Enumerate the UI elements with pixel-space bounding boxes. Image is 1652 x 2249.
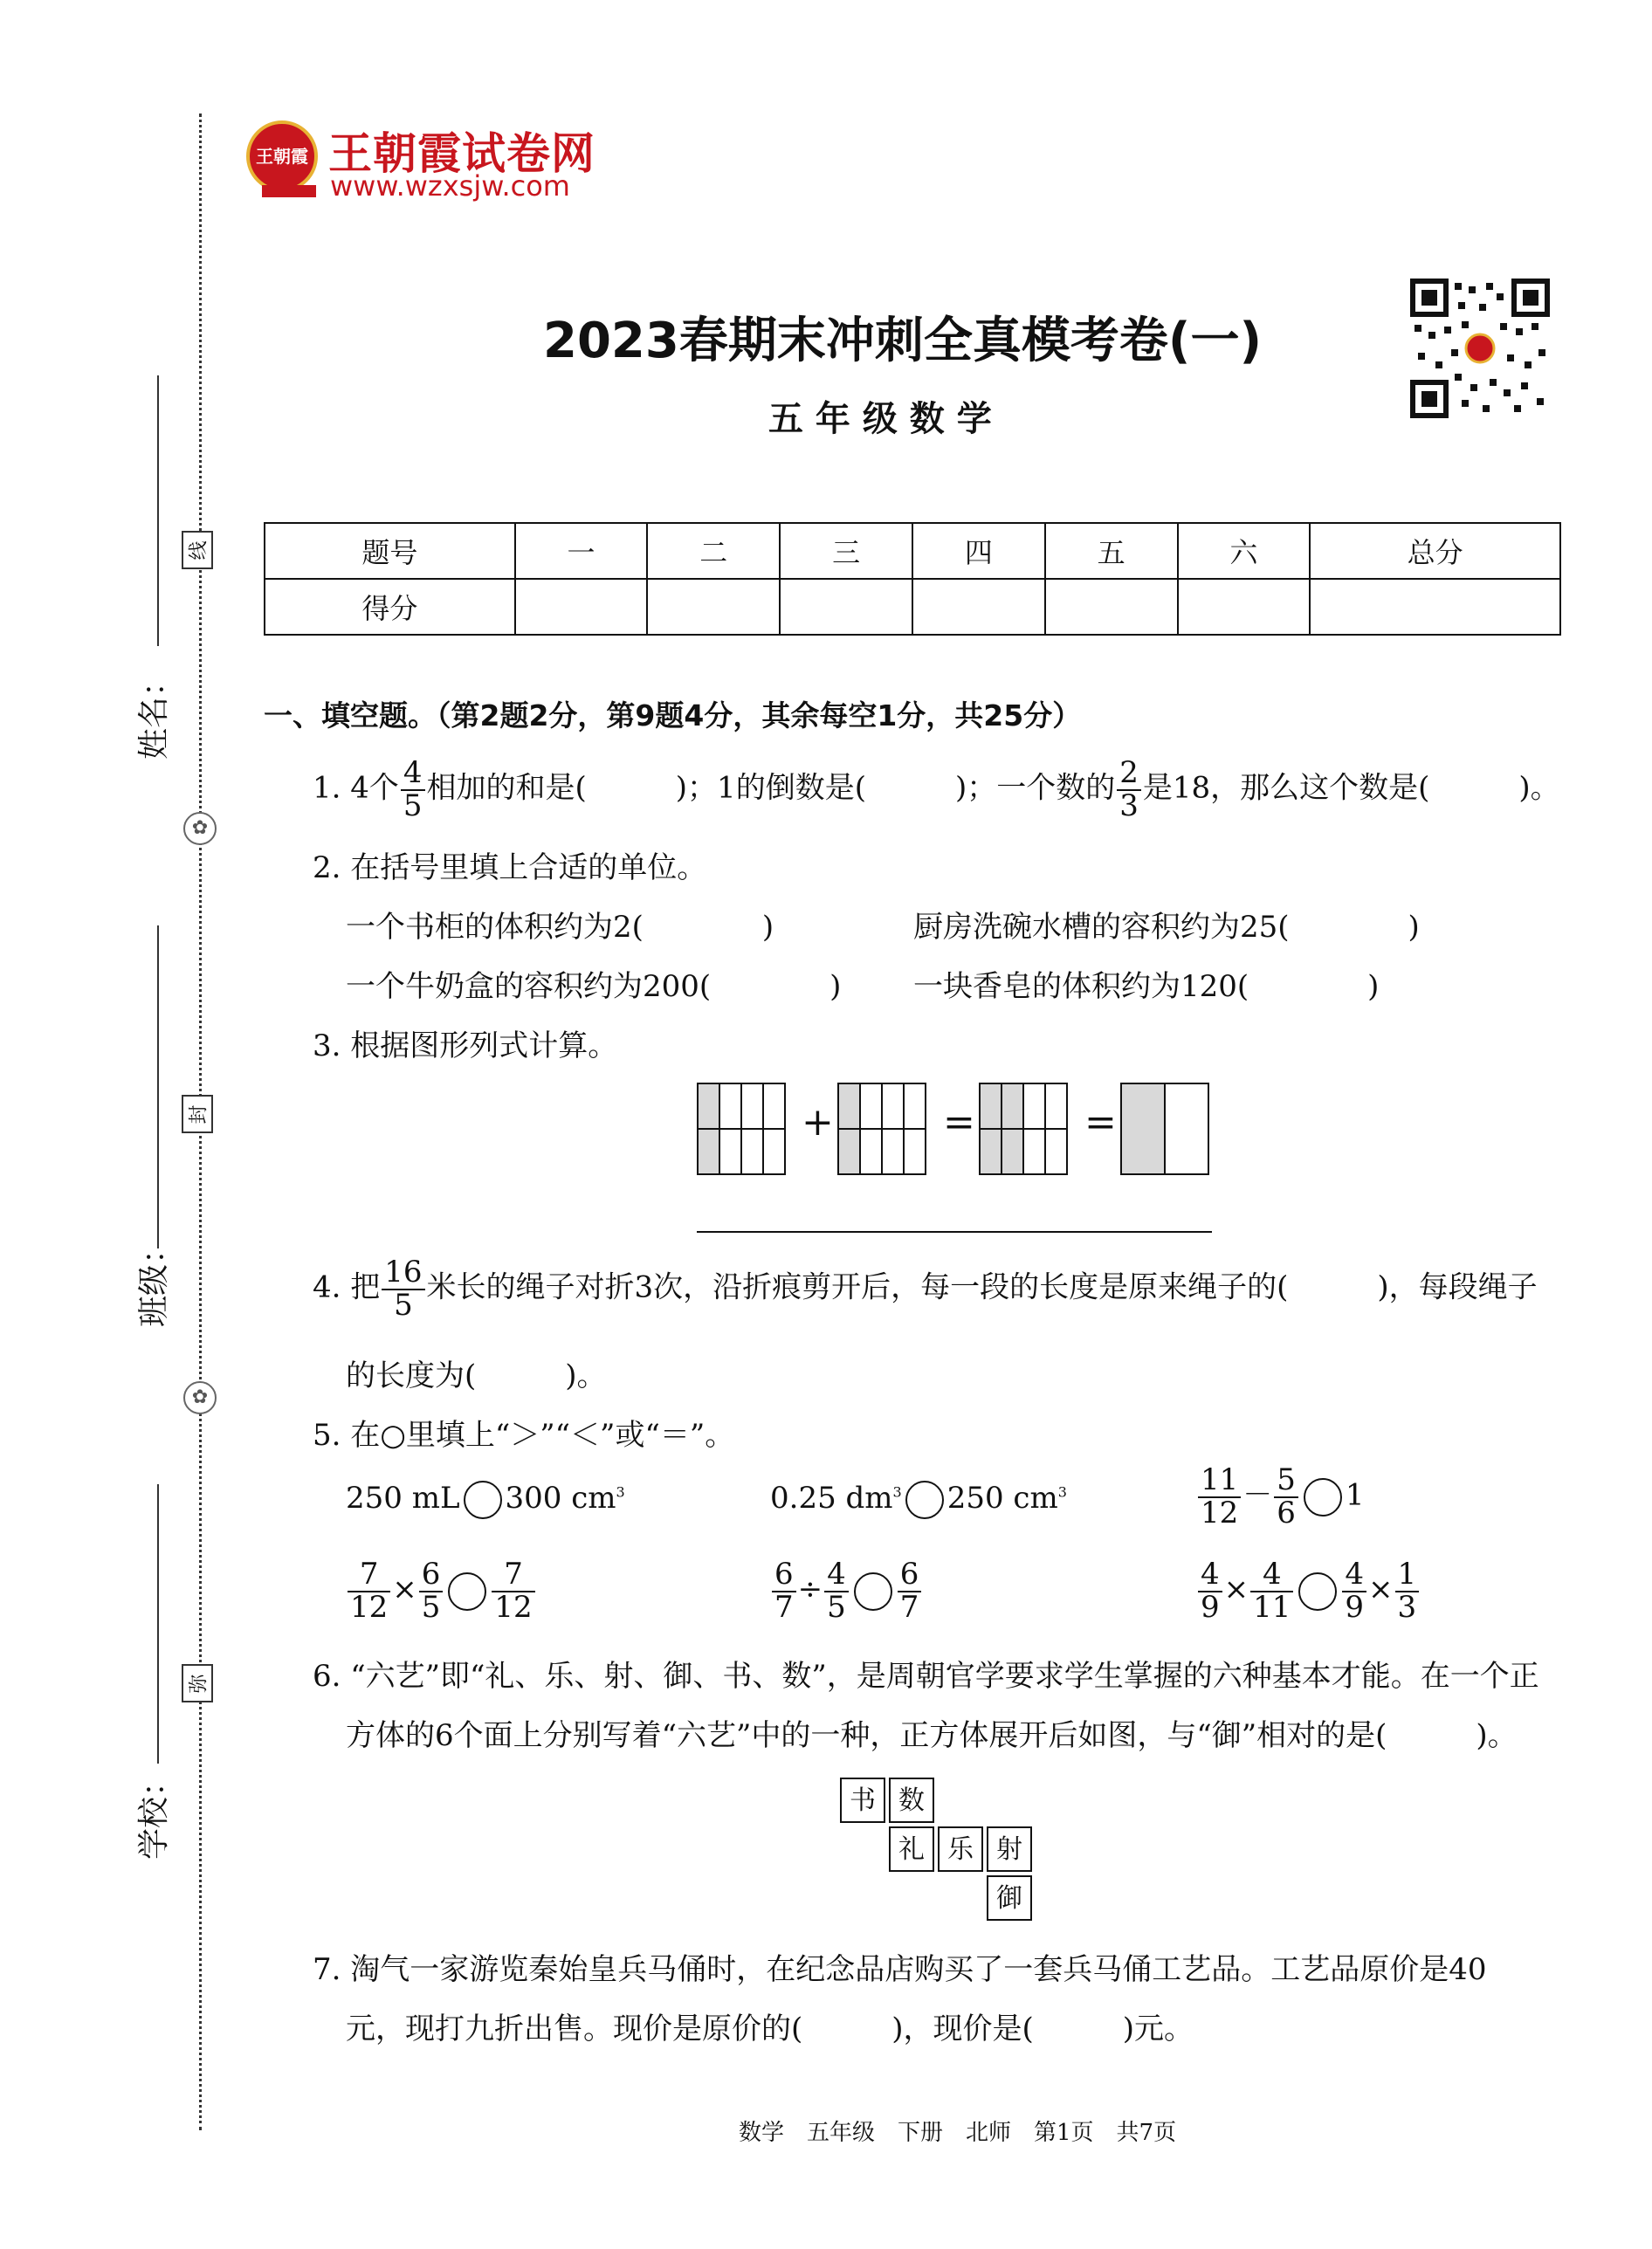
page-subtitle: 五 年 级 数 学 — [768, 399, 992, 439]
compare-2c: $\frac{4}{9}$ × $\frac{4}{11}$ $\frac{4}{9}$ × $\frac{1}{3}$ — [1196, 1559, 1421, 1623]
question-2c: 一个牛奶盒的容积约为200( ) — [346, 969, 842, 1004]
question-4: 4. 把 $\frac{16}{5}$ 米长的绳子对折3次，沿折痕剪开后，每一段的长度是原来绳子的( )，每段绳子 — [313, 1255, 1538, 1323]
seal-seal: 封 — [182, 1095, 213, 1133]
table-row — [265, 523, 1560, 579]
score-table — [264, 522, 1561, 636]
table-cell: 一 — [515, 523, 648, 579]
equals-sign: = — [943, 1100, 975, 1145]
seal-line: 线 — [182, 531, 213, 569]
logo-ribbon — [262, 185, 316, 197]
logo-url: www.wzxsjw.com — [330, 169, 570, 203]
logo-title: 王朝霞试卷网 — [328, 128, 595, 179]
question-2-stem: 2. 在括号里填上合适的单位。 — [313, 850, 707, 885]
score-field[interactable] — [647, 579, 780, 635]
cube-net-face: 乐 — [938, 1826, 983, 1872]
table-row — [265, 579, 1560, 635]
compare-circle[interactable] — [1298, 1572, 1337, 1611]
class-underline — [157, 925, 159, 1248]
score-field[interactable] — [515, 579, 648, 635]
table-cell: 总分 — [1310, 523, 1560, 579]
school-underline — [157, 1484, 159, 1764]
score-field[interactable] — [780, 579, 912, 635]
score-field[interactable] — [1045, 579, 1178, 635]
table-cell: 题号 — [265, 523, 515, 579]
flower-ornament-icon: ✿ — [183, 812, 217, 845]
question-1: 1. 4个 $\frac{4}{5}$ 相加的和是( )；1的倒数是( )；一个数的 $\frac{2}{3}$ 是18，那么这个数是( )。 — [313, 755, 1560, 823]
question-5-stem: 5. 在○里填上“＞”“＜”或“＝”。 — [313, 1418, 735, 1453]
score-field[interactable] — [1178, 579, 1311, 635]
compare-circle[interactable] — [464, 1481, 502, 1519]
table-cell: 四 — [912, 523, 1045, 579]
name-underline — [157, 375, 159, 646]
table-cell: 得分 — [265, 579, 515, 635]
table-cell: 六 — [1178, 523, 1311, 579]
compare-2b: $\frac{6}{7}$ ÷ $\frac{4}{5}$ $\frac{6}{7}$ — [770, 1559, 923, 1623]
page-footer: 数学 五年级 下册 北师 第1页 共7页 — [739, 2120, 1177, 2146]
question-3-stem: 3. 根据图形列式计算。 — [313, 1028, 618, 1063]
table-cell: 五 — [1045, 523, 1178, 579]
section-heading: 一、填空题。（第2题2分，第9题4分，其余每空1分，共25分） — [264, 698, 1082, 732]
question-2b: 厨房洗碗水槽的容积约为25( ) — [913, 910, 1420, 945]
cube-net-face: 御 — [987, 1875, 1032, 1921]
compare-circle[interactable] — [854, 1572, 892, 1611]
school-label: 学校： — [136, 1764, 172, 1860]
answer-line[interactable] — [697, 1231, 1212, 1233]
seal-close: 弥 — [182, 1664, 213, 1702]
question-7-line2: 元，现打九折出售。现价是原价的( )，现价是( )元。 — [346, 2012, 1194, 2046]
plus-sign: + — [802, 1100, 834, 1145]
score-field[interactable] — [1310, 579, 1560, 635]
cube-net-face: 书 — [840, 1778, 885, 1823]
compare-2a: $\frac{7}{12}$ × $\frac{6}{5}$ $\frac{7}{12}$ — [346, 1559, 537, 1623]
compare-1b: 0.25 $dm^3$ 250 $cm^3$ — [770, 1481, 1067, 1519]
cube-net-face: 数 — [889, 1778, 934, 1823]
class-label: 班级： — [136, 1232, 172, 1327]
question-2a: 一个书柜的体积约为2( ) — [346, 910, 774, 945]
compare-circle[interactable] — [905, 1481, 944, 1519]
cube-net-face: 礼 — [889, 1826, 934, 1872]
question-6-line2: 方体的6个面上分别写着“六艺”中的一种，正方体展开后如图，与“御”相对的是( )。 — [346, 1718, 1518, 1753]
table-cell: 三 — [780, 523, 912, 579]
equals-sign: = — [1084, 1100, 1117, 1145]
table-cell: 二 — [647, 523, 780, 579]
compare-circle[interactable] — [448, 1572, 486, 1611]
qr-code[interactable] — [1409, 278, 1551, 419]
cube-net-face: 射 — [987, 1826, 1032, 1872]
compare-1a: 250 mL 300 $cm^3$ — [346, 1481, 625, 1519]
question-6-line1: 6. “六艺”即“礼、乐、射、御、书、数”，是周朝官学要求学生掌握的六种基本才能。在一个正 — [313, 1659, 1539, 1694]
question-2d: 一块香皂的体积约为120( ) — [913, 969, 1380, 1004]
score-field[interactable] — [912, 579, 1045, 635]
name-label: 姓名： — [136, 664, 172, 760]
question-4-cont: 的长度为( )。 — [346, 1358, 607, 1393]
flower-ornament-icon: ✿ — [183, 1381, 217, 1414]
logo-badge-icon: 王朝霞 — [246, 120, 318, 192]
compare-1c: $\frac{11}{12}$ － $\frac{5}{6}$ 1 — [1196, 1465, 1365, 1529]
compare-circle[interactable] — [1304, 1478, 1342, 1517]
question-7-line1: 7. 淘气一家游览秦始皇兵马俑时，在纪念品店购买了一套兵马俑工艺品。工艺品原价是40 — [313, 1952, 1487, 1987]
page-title: 2023春期末冲刺全真模考卷(一) — [543, 313, 1263, 369]
